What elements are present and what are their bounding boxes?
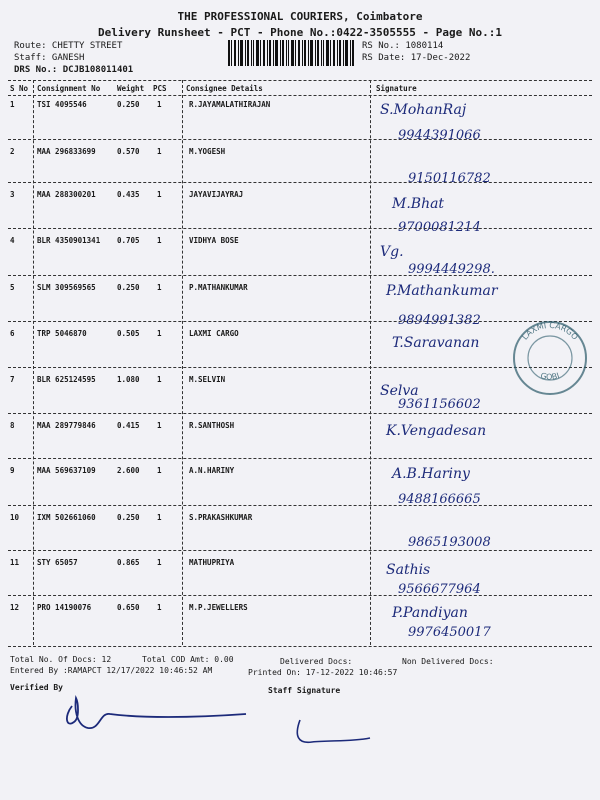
row-pcs: 1 bbox=[157, 513, 162, 522]
row-consignee: M.P.JEWELLERS bbox=[189, 603, 248, 612]
table-header-rule bbox=[8, 95, 592, 96]
row-separator bbox=[8, 550, 592, 551]
total-cod: Total COD Amt: 0.00 bbox=[142, 655, 234, 664]
row-consignment-no: IXM 502661060 bbox=[37, 513, 96, 522]
table-bottom-rule bbox=[8, 646, 592, 647]
row-weight: 0.650 bbox=[117, 603, 140, 612]
row-weight: 0.250 bbox=[117, 100, 140, 109]
row-weight: 0.415 bbox=[117, 421, 140, 430]
row-sno: 1 bbox=[10, 100, 15, 109]
row-consignee: A.N.HARINY bbox=[189, 466, 235, 475]
row-sno: 11 bbox=[10, 558, 20, 567]
row-weight: 0.705 bbox=[117, 236, 140, 245]
row-consignment-no: BLR 625124595 bbox=[37, 375, 96, 384]
col-header-pcs: PCS bbox=[153, 84, 167, 93]
staff-signature-label: Staff Signature bbox=[268, 686, 341, 695]
row-separator bbox=[8, 182, 592, 183]
row-consignee: S.PRAKASHKUMAR bbox=[189, 513, 253, 522]
row-signature-name: T.Saravanan bbox=[392, 335, 480, 351]
row-signature-phone: 9944391066 bbox=[398, 128, 481, 143]
row-separator bbox=[8, 321, 592, 322]
row-signature-name: S.MohanRaj bbox=[380, 102, 467, 118]
row-sno: 6 bbox=[10, 329, 15, 338]
entered-by: Entered By :RAMAPCT 12/17/2022 10:46:52 AM bbox=[10, 666, 213, 675]
row-signature-phone: 9894991382 bbox=[398, 313, 481, 328]
col-divider bbox=[182, 80, 183, 645]
row-consignment-no: MAA 296833699 bbox=[37, 147, 96, 156]
row-signature-name: K.Vengadesan bbox=[386, 423, 487, 439]
svg-text:LAXMI CARGO bbox=[520, 321, 579, 342]
row-signature-name: P.Mathankumar bbox=[386, 283, 498, 299]
company-title: THE PROFESSIONAL COURIERS, Coimbatore bbox=[177, 10, 423, 23]
verified-by-signature bbox=[60, 692, 250, 740]
row-separator bbox=[8, 505, 592, 506]
row-consignment-no: PRO 14190076 bbox=[37, 603, 92, 612]
row-sno: 2 bbox=[10, 147, 15, 156]
row-consignment-no: BLR 4350901341 bbox=[37, 236, 101, 245]
row-separator bbox=[8, 595, 592, 596]
row-consignment-no: MAA 569637109 bbox=[37, 466, 96, 475]
row-separator bbox=[8, 367, 592, 368]
row-signature-phone: 9994449298. bbox=[408, 262, 495, 277]
row-consignee: P.MATHANKUMAR bbox=[189, 283, 248, 292]
row-weight: 1.080 bbox=[117, 375, 140, 384]
row-pcs: 1 bbox=[157, 190, 162, 199]
verified-by-label: Verified By bbox=[10, 683, 63, 692]
table-top-rule bbox=[8, 80, 592, 81]
row-consignment-no: MAA 289779846 bbox=[37, 421, 96, 430]
col-header-consignee: Consignee Details bbox=[186, 84, 263, 93]
row-pcs: 1 bbox=[157, 603, 162, 612]
staff-label: Staff: GANESH bbox=[14, 53, 85, 63]
row-consignment-no: MAA 288300201 bbox=[37, 190, 96, 199]
row-pcs: 1 bbox=[157, 147, 162, 156]
row-sno: 12 bbox=[10, 603, 20, 612]
row-sno: 7 bbox=[10, 375, 15, 384]
row-signature-phone: 9488166665 bbox=[398, 492, 481, 507]
staff-signature-mark bbox=[290, 712, 380, 752]
rs-number: RS No.: 1080114 bbox=[362, 41, 444, 51]
col-divider bbox=[370, 80, 371, 645]
row-weight: 2.600 bbox=[117, 466, 140, 475]
row-sno: 4 bbox=[10, 236, 15, 245]
row-weight: 0.250 bbox=[117, 283, 140, 292]
row-weight: 0.435 bbox=[117, 190, 140, 199]
row-separator bbox=[8, 458, 592, 459]
row-sno: 3 bbox=[10, 190, 15, 199]
non-delivered-docs: Non Delivered Docs: bbox=[402, 657, 494, 666]
row-separator bbox=[8, 228, 592, 229]
row-consignment-no: SLM 309569565 bbox=[37, 283, 96, 292]
row-consignee: VIDHYA BOSE bbox=[189, 236, 239, 245]
row-sno: 5 bbox=[10, 283, 15, 292]
row-signature-phone: 9976450017 bbox=[408, 625, 491, 640]
row-pcs: 1 bbox=[157, 466, 162, 475]
row-signature-name: P.Pandiyan bbox=[392, 605, 468, 621]
row-separator bbox=[8, 139, 592, 140]
row-consignee: JAYAVIJAYRAJ bbox=[189, 190, 244, 199]
row-signature-name: Vg. bbox=[380, 244, 404, 260]
row-separator bbox=[8, 275, 592, 276]
row-signature-phone: 9150116782 bbox=[408, 171, 491, 186]
row-signature-phone: 9700081214 bbox=[398, 220, 481, 235]
row-pcs: 1 bbox=[157, 236, 162, 245]
row-pcs: 1 bbox=[157, 329, 162, 338]
row-consignee: LAXMI CARGO bbox=[189, 329, 239, 338]
laxmi-cargo-stamp bbox=[508, 318, 592, 396]
row-consignee: R.JAYAMALATHIRAJAN bbox=[189, 100, 271, 109]
stamp-top-text: LAXMI CARGO bbox=[520, 320, 580, 342]
total-docs: Total No. Of Docs: 12 bbox=[10, 655, 112, 664]
printed-on: Printed On: 17-12-2022 10:46:57 bbox=[248, 668, 398, 677]
runsheet-subtitle: Delivery Runsheet - PCT - Phone No.:0422-3505555 - Page No.:1 bbox=[98, 26, 502, 39]
delivered-docs: Delivered Docs: bbox=[280, 657, 353, 666]
row-pcs: 1 bbox=[157, 100, 162, 109]
row-consignee: M.SELVIN bbox=[189, 375, 226, 384]
row-sno: 8 bbox=[10, 421, 15, 430]
row-signature-phone: 9566677964 bbox=[398, 582, 481, 597]
rs-date: RS Date: 17-Dec-2022 bbox=[362, 53, 471, 63]
col-header-consignment: Consignment No bbox=[37, 84, 101, 93]
col-header-weight: Weight bbox=[117, 84, 145, 93]
barcode bbox=[228, 40, 354, 66]
row-pcs: 1 bbox=[157, 283, 162, 292]
row-weight: 0.505 bbox=[117, 329, 140, 338]
drs-label: DRS No.: DCJB108011401 bbox=[14, 65, 134, 75]
row-separator bbox=[8, 413, 592, 414]
col-header-sno: S No bbox=[10, 84, 29, 93]
row-pcs: 1 bbox=[157, 558, 162, 567]
row-signature-name: M.Bhat bbox=[392, 196, 445, 212]
row-weight: 0.865 bbox=[117, 558, 140, 567]
route-label: Route: CHETTY STREET bbox=[14, 41, 123, 51]
col-header-signature: Signature bbox=[376, 84, 417, 93]
row-weight: 0.250 bbox=[117, 513, 140, 522]
row-consignee: MATHUPRIYA bbox=[189, 558, 235, 567]
row-consignment-no: TRP 5046870 bbox=[37, 329, 87, 338]
row-consignee: R.SANTHOSH bbox=[189, 421, 235, 430]
row-consignment-no: TSI 4095546 bbox=[37, 100, 87, 109]
stamp-bottom-text: GOBI bbox=[539, 371, 561, 382]
row-pcs: 1 bbox=[157, 421, 162, 430]
row-consignment-no: STY 65057 bbox=[37, 558, 78, 567]
row-signature-name: A.B.Hariny bbox=[392, 466, 470, 482]
row-signature-phone: 9865193008 bbox=[408, 535, 491, 550]
row-weight: 0.570 bbox=[117, 147, 140, 156]
row-consignee: M.YOGESH bbox=[189, 147, 226, 156]
row-signature-name: Sathis bbox=[386, 562, 431, 578]
col-divider bbox=[33, 80, 34, 645]
svg-text:GOBI bbox=[539, 371, 560, 382]
row-sno: 9 bbox=[10, 466, 15, 475]
row-signature-name: Selva bbox=[380, 383, 419, 399]
row-sno: 10 bbox=[10, 513, 20, 522]
row-pcs: 1 bbox=[157, 375, 162, 384]
row-signature-phone: 9361156602 bbox=[398, 397, 481, 412]
